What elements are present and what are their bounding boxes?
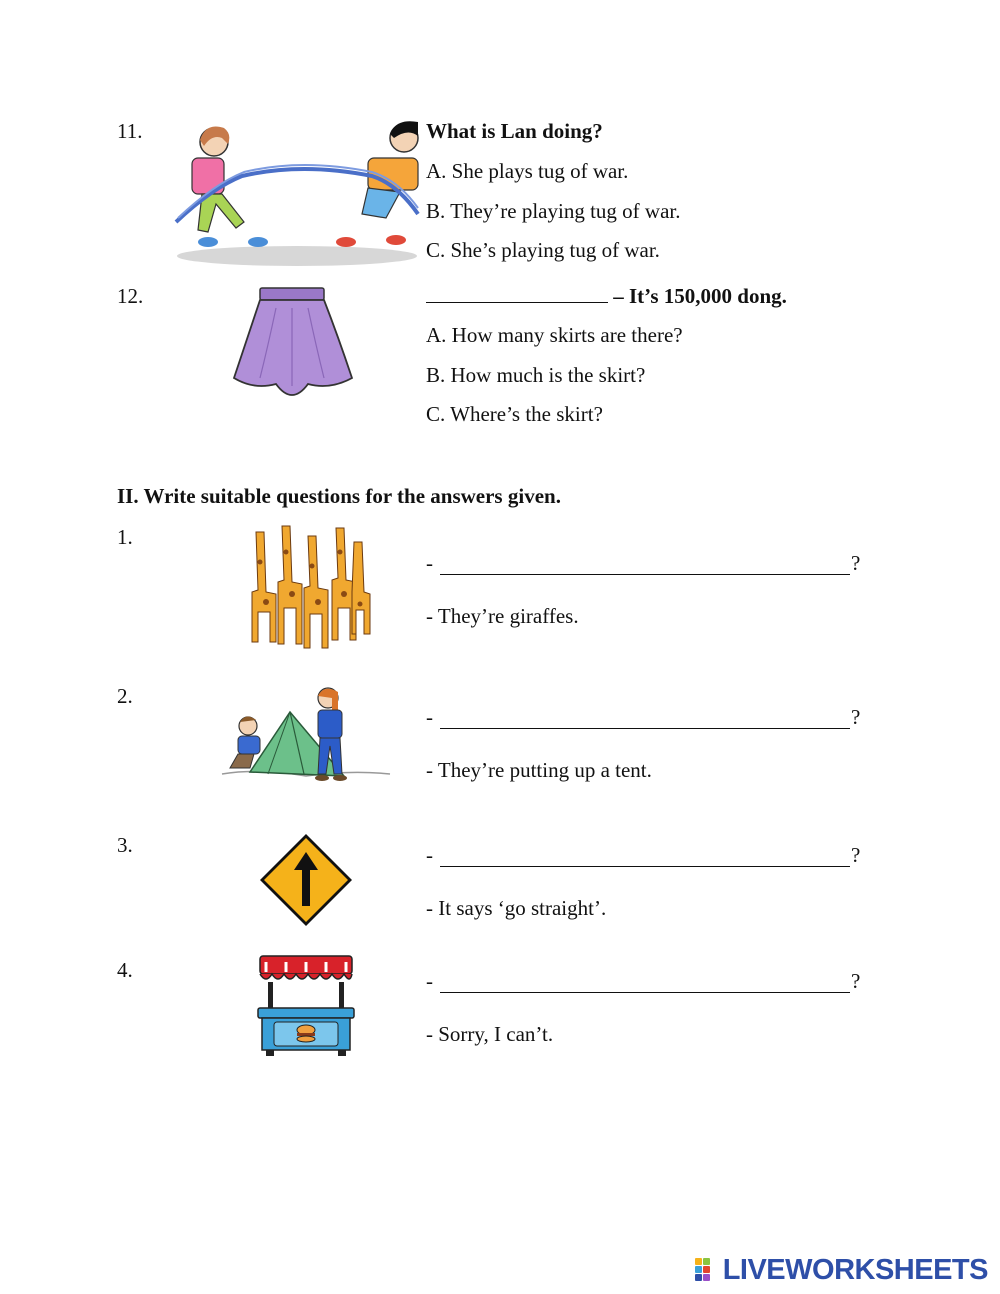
liveworksheets-logo-text: LIVEWORKSHEETS: [722, 1253, 988, 1286]
item-1-prefix: -: [426, 551, 433, 575]
question-11-text: What is Lan doing?: [426, 119, 603, 143]
item-number-1: 1.: [117, 525, 133, 549]
item-3-answer: - It says ‘go straight’.: [426, 896, 607, 920]
item-3-question-mark: ?: [851, 843, 861, 867]
item-1-question-input[interactable]: [442, 548, 854, 574]
item-2-answer: - They’re putting up a tent.: [426, 758, 652, 782]
item-1-answer: - They’re giraffes.: [426, 604, 579, 628]
q12-option-a[interactable]: A. How many skirts are there?: [426, 323, 683, 347]
item-number-4: 4.: [117, 958, 133, 982]
question-12-blank: [426, 302, 608, 303]
liveworksheets-logo-icon: [695, 1256, 719, 1284]
item-number-2: 2.: [117, 684, 133, 708]
question-number-11: 11.: [117, 119, 143, 143]
item-3-question-input[interactable]: [442, 840, 854, 866]
go-straight-sign: [258, 832, 354, 928]
item-3-prefix: -: [426, 843, 433, 867]
item-4-question-input[interactable]: [442, 966, 854, 992]
food-stall-illustration: [256, 954, 356, 1058]
item-4-answer: - Sorry, I can’t.: [426, 1022, 554, 1046]
q11-option-b[interactable]: B. They’re playing tug of war.: [426, 199, 681, 223]
tent-illustration: [220, 684, 392, 802]
q12-option-b[interactable]: B. How much is the skirt?: [426, 363, 646, 387]
item-4-question-mark: ?: [851, 969, 861, 993]
item-2-question-input[interactable]: [442, 702, 854, 728]
q11-option-a[interactable]: A. She plays tug of war.: [426, 159, 629, 183]
item-number-3: 3.: [117, 833, 133, 857]
section-2-heading: II. Write suitable questions for the answers given.: [117, 484, 561, 508]
question-12-text: [426, 283, 787, 309]
skirt-illustration: [230, 286, 354, 410]
giraffes-illustration: [236, 522, 372, 652]
question-12-answer: – It’s 150,000 dong.: [613, 284, 787, 308]
q11-option-c[interactable]: C. She’s playing tug of war.: [426, 238, 660, 262]
liveworksheets-logo[interactable]: [695, 1252, 988, 1288]
item-2-prefix: -: [426, 705, 433, 729]
item-1-question-mark: ?: [851, 551, 861, 575]
q12-option-c[interactable]: C. Where’s the skirt?: [426, 402, 603, 426]
question-number-12: 12.: [117, 284, 144, 308]
item-2-question-mark: ?: [851, 705, 861, 729]
tug-of-war-illustration: [172, 118, 418, 268]
item-4-prefix: -: [426, 969, 433, 993]
